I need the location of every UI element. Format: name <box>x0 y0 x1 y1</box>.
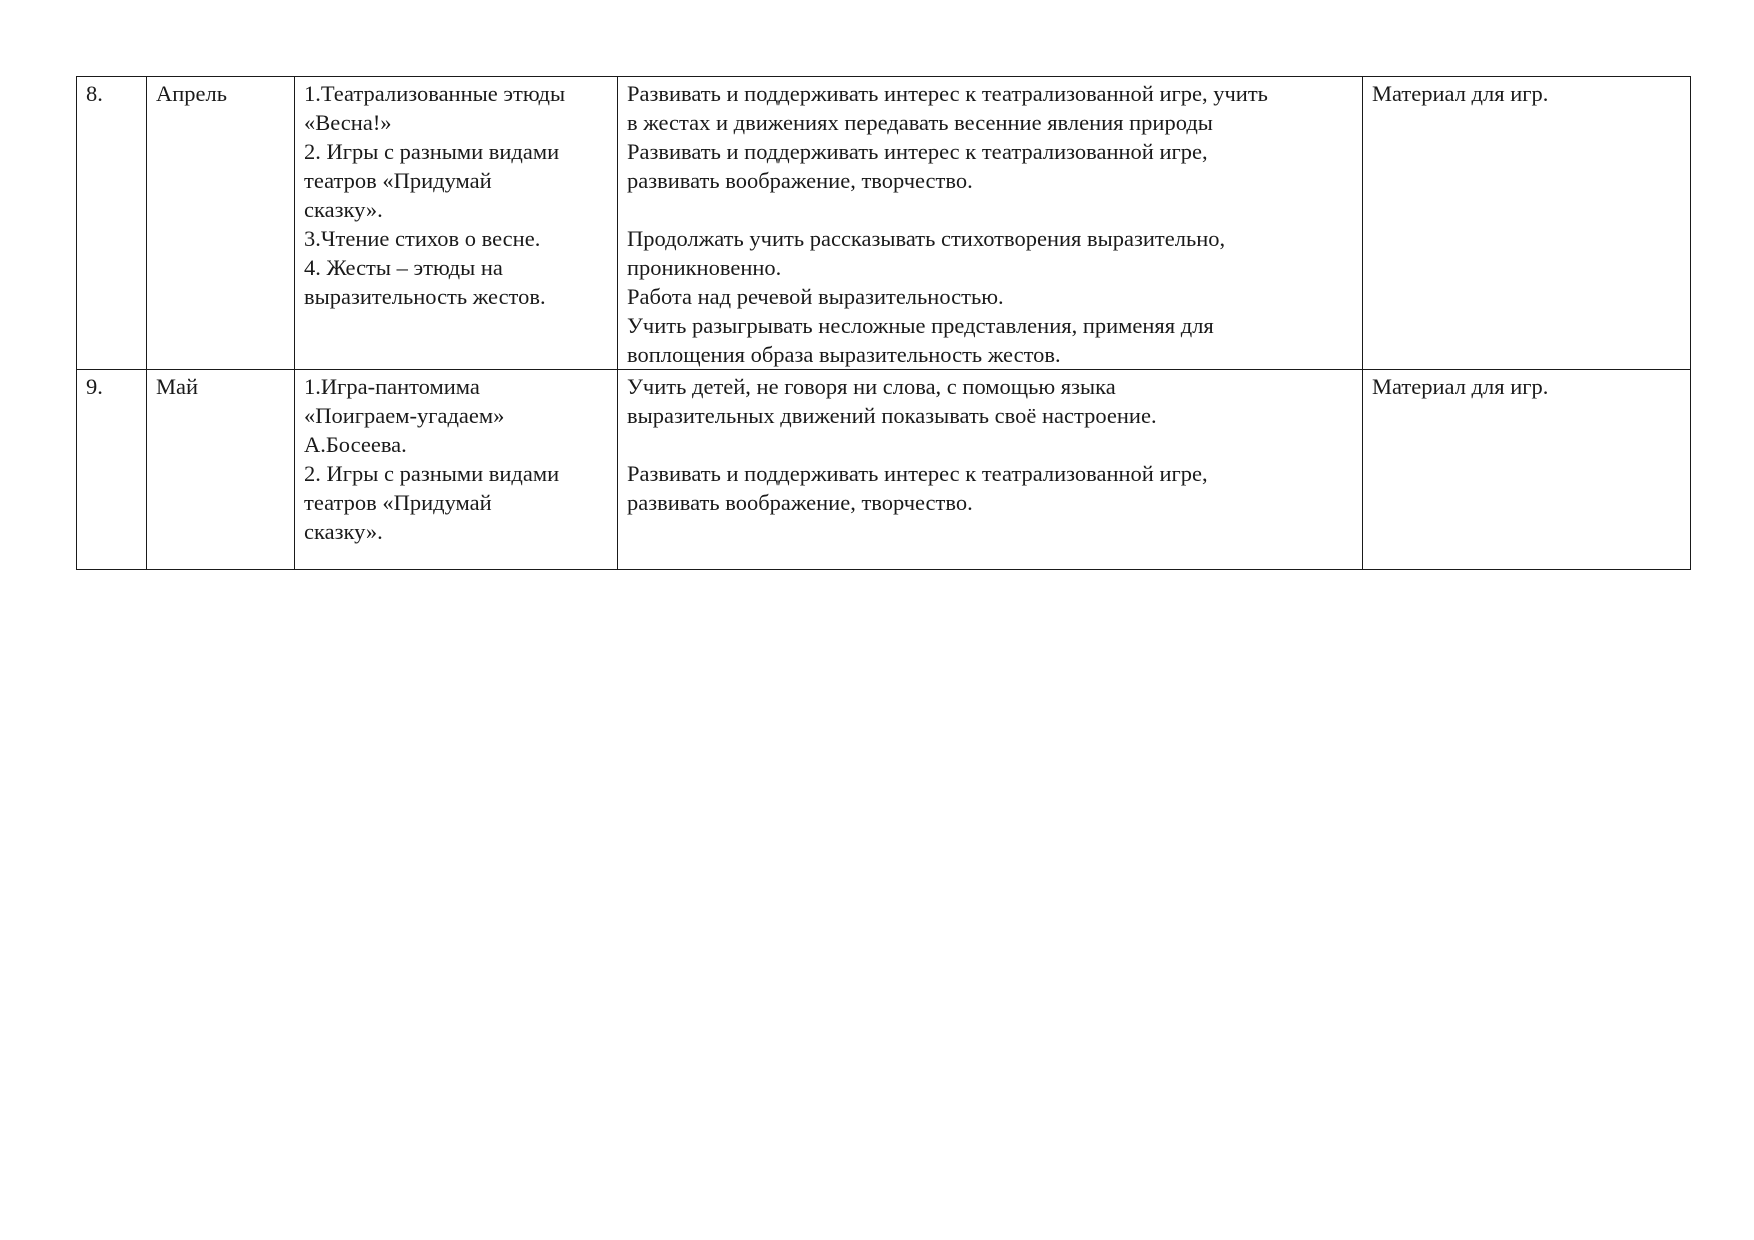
goal-line: развивать воображение, творчество. <box>627 490 973 515</box>
activity-line: 1.Игра-пантомима <box>304 374 480 399</box>
activity-line: А.Босеева. <box>304 432 407 457</box>
goal-line: Продолжать учить рассказывать стихотворения выразительно, <box>627 226 1226 251</box>
material-label: Материал для игр. <box>1372 374 1549 399</box>
goals-cell <box>618 370 1363 570</box>
goal-line: Развивать и поддерживать интерес к театрализованной игре, учить <box>627 81 1268 106</box>
activity-line: 4. Жесты – этюды на <box>304 255 503 280</box>
activity-line: сказку». <box>304 197 383 222</box>
material-label: Материал для игр. <box>1372 81 1549 106</box>
activity-line: 1.Театрализованные этюды <box>304 81 566 106</box>
material-cell <box>1363 370 1691 570</box>
goal-line: развивать воображение, творчество. <box>627 168 973 193</box>
activity-line: «Поиграем-угадаем» <box>304 403 505 428</box>
paragraph-gap <box>627 195 1353 224</box>
goal-line: Учить разыгрывать несложные представления, применяя для <box>627 313 1214 338</box>
goal-line: в жестах и движениях передавать весенние явления природы <box>627 110 1213 135</box>
goal-line: выразительных движений показывать своё настроение. <box>627 403 1157 428</box>
activities-cell <box>295 77 618 370</box>
month-cell <box>147 370 295 570</box>
activity-line: театров «Придумай <box>304 490 492 515</box>
row-number-cell <box>77 77 147 370</box>
material-cell <box>1363 77 1691 370</box>
goals-cell <box>618 77 1363 370</box>
row-number: 8. <box>86 81 103 106</box>
activity-line: 3.Чтение стихов о весне. <box>304 226 541 251</box>
paragraph-gap <box>627 430 1353 459</box>
goal-line: Развивать и поддерживать интерес к театрализованной игре, <box>627 461 1208 486</box>
activity-line: 2. Игры с разными видами <box>304 461 560 486</box>
goal-line: воплощения образа выразительность жестов. <box>627 342 1061 367</box>
goal-line: Работа над речевой выразительностью. <box>627 284 1004 309</box>
row-number-cell <box>77 370 147 570</box>
activity-line: «Весна!» <box>304 110 392 135</box>
month-cell <box>147 77 295 370</box>
row-number: 9. <box>86 374 103 399</box>
goal-line: Развивать и поддерживать интерес к театрализованной игре, <box>627 139 1208 164</box>
activity-line: театров «Придумай <box>304 168 492 193</box>
goal-line: Учить детей, не говоря ни слова, с помощью языка <box>627 374 1116 399</box>
month-label: Апрель <box>156 81 228 106</box>
activity-line: 2. Игры с разными видами <box>304 139 560 164</box>
table-row <box>77 77 1691 370</box>
activity-line: сказку». <box>304 519 383 544</box>
table-row <box>77 370 1691 570</box>
month-label: Май <box>156 374 199 399</box>
activities-cell <box>295 370 618 570</box>
activity-line: выразительность жестов. <box>304 284 546 309</box>
theatre-activities-table <box>76 76 1691 570</box>
goal-line: проникновенно. <box>627 255 782 280</box>
